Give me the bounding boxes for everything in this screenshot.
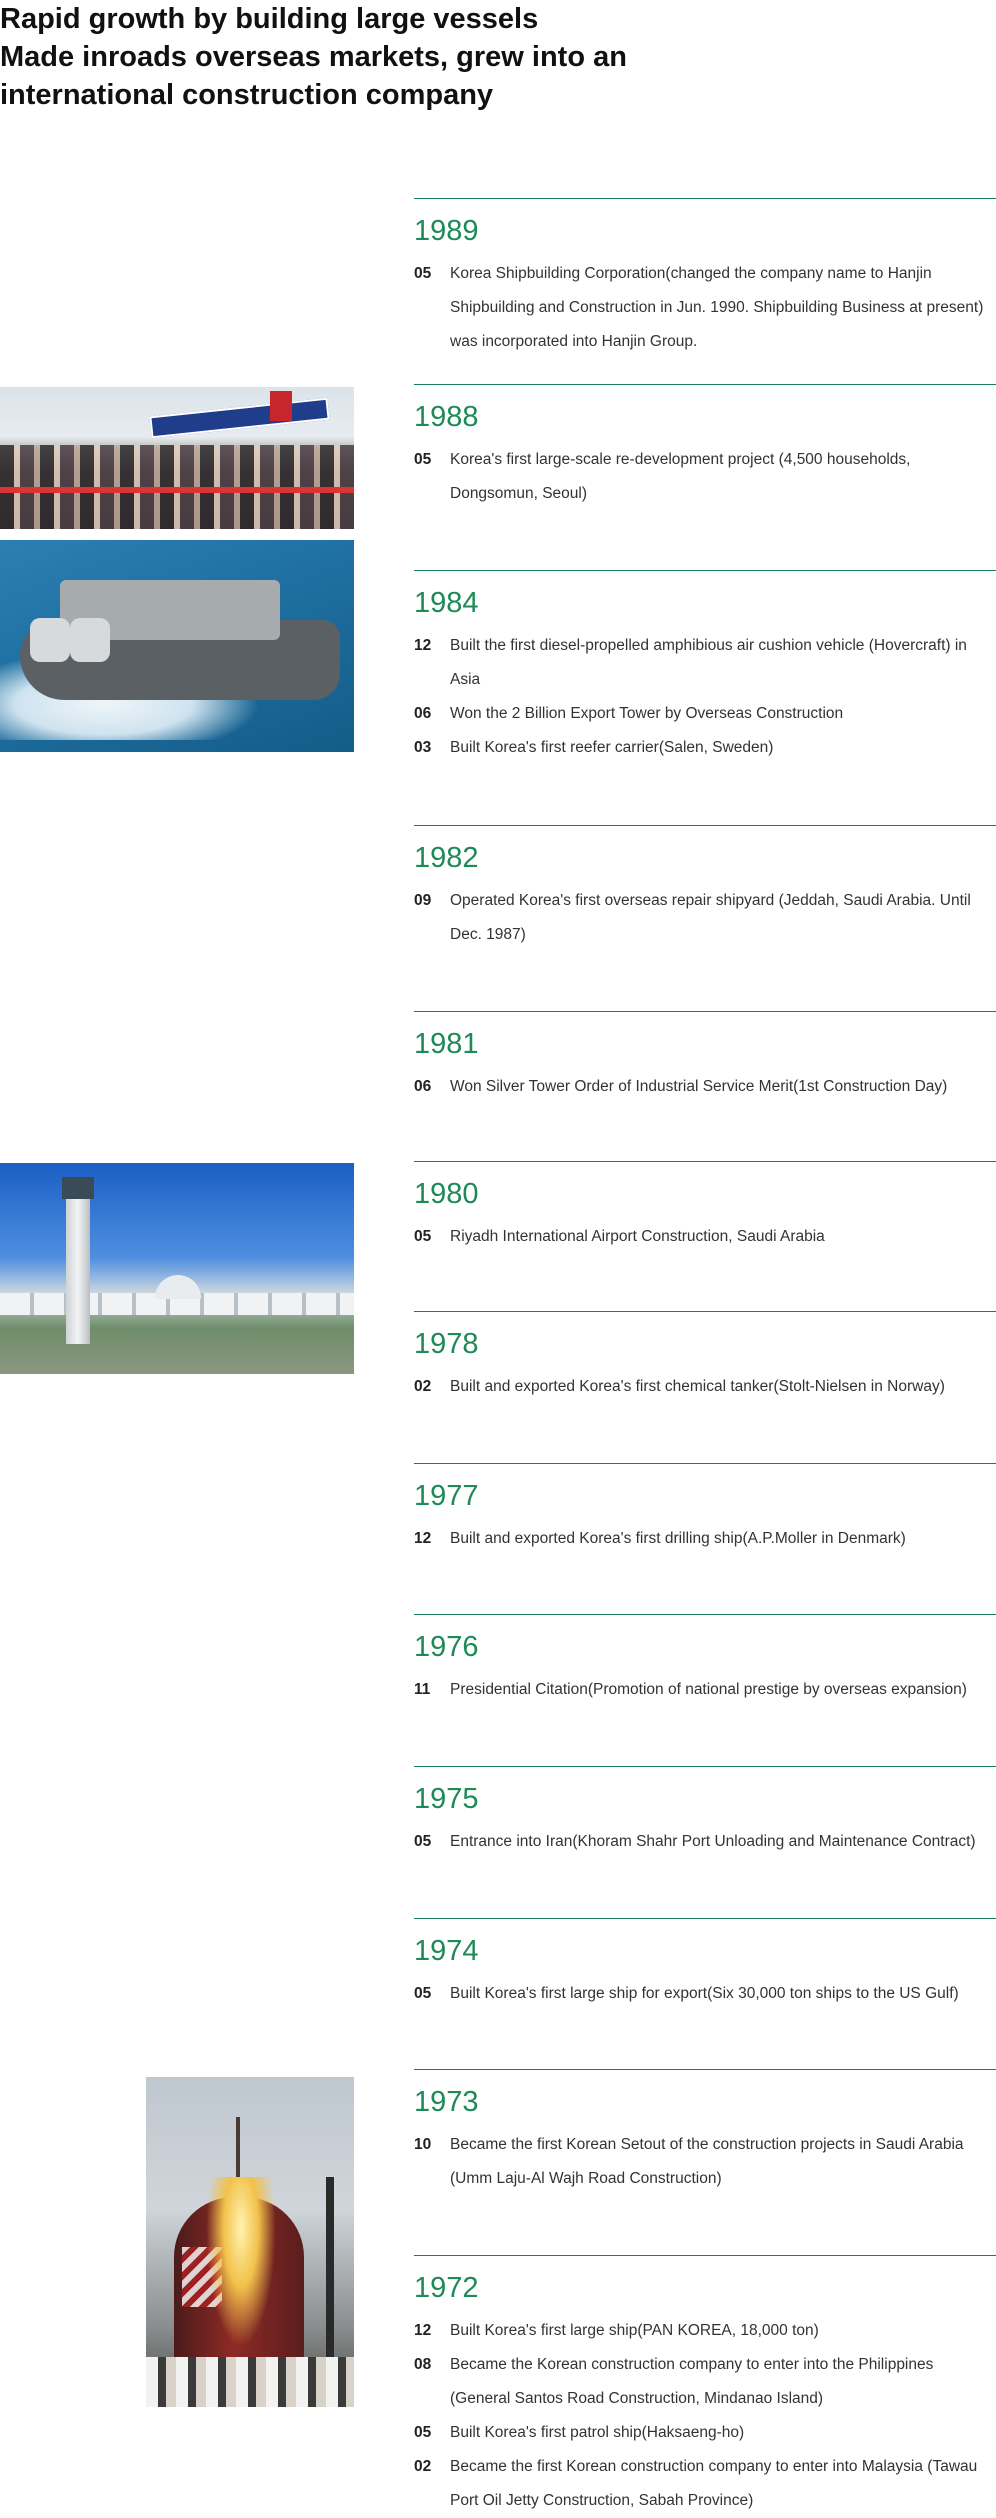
- year-label: 1982: [414, 842, 479, 874]
- event-item: [414, 1370, 996, 1404]
- event-item: [414, 1825, 996, 1859]
- event-item: [414, 2314, 996, 2348]
- timeline-entry-1972: [414, 2255, 996, 2518]
- year-label: 1975: [414, 1783, 479, 1815]
- event-month: 02: [414, 2458, 432, 2475]
- timeline-entry-1980: [414, 1161, 996, 1254]
- timeline-entry-1981: [414, 1011, 996, 1104]
- event-text: Built and exported Korea's first drilling ship(A.P.Moller in Denmark): [450, 1530, 906, 1547]
- year-label: 1977: [414, 1480, 479, 1512]
- year-label: 1978: [414, 1328, 479, 1360]
- event-text: Korea Shipbuilding Corporation(changed the company name to Hanjin Shipbuilding and Construction in Jun. 1990. Shipbuilding Business at present) was incorporated into Hanjin Group.: [450, 265, 984, 350]
- event-item: [414, 1673, 996, 1707]
- timeline-entry-1976: [414, 1614, 996, 1707]
- event-item: [414, 443, 996, 511]
- event-month: 06: [414, 1078, 432, 1095]
- event-month: 06: [414, 705, 432, 722]
- event-item: [414, 884, 996, 952]
- timeline-entry-1982: [414, 825, 996, 952]
- hovercraft-photo: [0, 540, 354, 752]
- groundbreaking-ceremony-photo: [0, 387, 354, 529]
- title-line: international construction company: [0, 79, 494, 111]
- event-month: 11: [414, 1681, 431, 1698]
- year-label: 1984: [414, 587, 479, 619]
- event-item: [414, 1977, 996, 2011]
- ship-launch-photo: [146, 2077, 354, 2407]
- event-month: 08: [414, 2356, 432, 2373]
- event-item: [414, 2128, 996, 2196]
- event-text: Became the Korean construction company to enter into the Philippines (General Santos Road Construction, Mindanao Island): [450, 2356, 934, 2407]
- event-month: 12: [414, 1530, 432, 1547]
- event-text: Entrance into Iran(Khoram Shahr Port Unloading and Maintenance Contract): [450, 1833, 976, 1850]
- event-item: [414, 697, 996, 731]
- title-line: Rapid growth by building large vessels: [0, 3, 539, 35]
- year-label: 1981: [414, 1028, 479, 1060]
- year-label: 1989: [414, 215, 479, 247]
- timeline-entry-1975: [414, 1766, 996, 1859]
- year-label: 1973: [414, 2086, 479, 2118]
- title-line: Made inroads overseas markets, grew into an: [0, 41, 627, 73]
- event-month: 03: [414, 739, 432, 756]
- event-month: 05: [414, 265, 432, 282]
- event-item: [414, 2450, 996, 2518]
- event-text: Built the first diesel-propelled amphibious air cushion vehicle (Hovercraft) in Asia: [450, 637, 967, 688]
- event-text: Built Korea's first patrol ship(Haksaeng-ho): [450, 2424, 745, 2441]
- event-text: Became the first Korean construction company to enter into Malaysia (Tawau Port Oil Jetty Construction, Sabah Province): [450, 2458, 978, 2509]
- page-title: [0, 0, 700, 114]
- year-label: 1974: [414, 1935, 479, 1967]
- event-text: Riyadh International Airport Construction, Saudi Arabia: [450, 1228, 825, 1245]
- event-item: [414, 1522, 996, 1556]
- event-text: Built Korea's first large ship(PAN KOREA, 18,000 ton): [450, 2322, 819, 2339]
- event-month: 12: [414, 637, 432, 654]
- event-item: [414, 257, 996, 359]
- timeline-entry-1988: [414, 384, 996, 511]
- event-month: 05: [414, 1985, 432, 2002]
- event-text: Presidential Citation(Promotion of national prestige by overseas expansion): [450, 1681, 967, 1698]
- event-text: Korea's first large-scale re-development project (4,500 households, Dongsomun, Seoul): [450, 451, 911, 502]
- event-item: [414, 2348, 996, 2416]
- year-label: 1988: [414, 401, 479, 433]
- event-month: 10: [414, 2136, 432, 2153]
- timeline-entry-1989: [414, 198, 996, 359]
- event-month: 12: [414, 2322, 432, 2339]
- event-text: Built and exported Korea's first chemical tanker(Stolt-Nielsen in Norway): [450, 1378, 945, 1395]
- timeline-entry-1978: [414, 1311, 996, 1404]
- timeline-entry-1984: [414, 570, 996, 765]
- event-month: 09: [414, 892, 432, 909]
- year-label: 1972: [414, 2272, 479, 2304]
- event-month: 05: [414, 2424, 432, 2441]
- event-text: Built Korea's first reefer carrier(Salen, Sweden): [450, 739, 774, 756]
- event-text: Won Silver Tower Order of Industrial Service Merit(1st Construction Day): [450, 1078, 948, 1095]
- event-item: [414, 731, 996, 765]
- year-label: 1976: [414, 1631, 479, 1663]
- event-item: [414, 1070, 996, 1104]
- timeline-entry-1977: [414, 1463, 996, 1556]
- event-text: Won the 2 Billion Export Tower by Overseas Construction: [450, 705, 844, 722]
- year-label: 1980: [414, 1178, 479, 1210]
- event-text: Built Korea's first large ship for export(Six 30,000 ton ships to the US Gulf): [450, 1985, 959, 2002]
- event-text: Became the first Korean Setout of the construction projects in Saudi Arabia (Umm Laju-Al Wajh Road Construction): [450, 2136, 964, 2187]
- event-item: [414, 2416, 996, 2450]
- event-item: [414, 1220, 996, 1254]
- event-month: 02: [414, 1378, 432, 1395]
- event-month: 05: [414, 1228, 432, 1245]
- event-item: [414, 629, 996, 697]
- event-text: Operated Korea's first overseas repair shipyard (Jeddah, Saudi Arabia. Until Dec. 1987): [450, 892, 971, 943]
- timeline-entry-1973: [414, 2069, 996, 2196]
- riyadh-airport-photo: [0, 1163, 354, 1374]
- event-month: 05: [414, 1833, 432, 1850]
- event-month: 05: [414, 451, 432, 468]
- timeline-entry-1974: [414, 1918, 996, 2011]
